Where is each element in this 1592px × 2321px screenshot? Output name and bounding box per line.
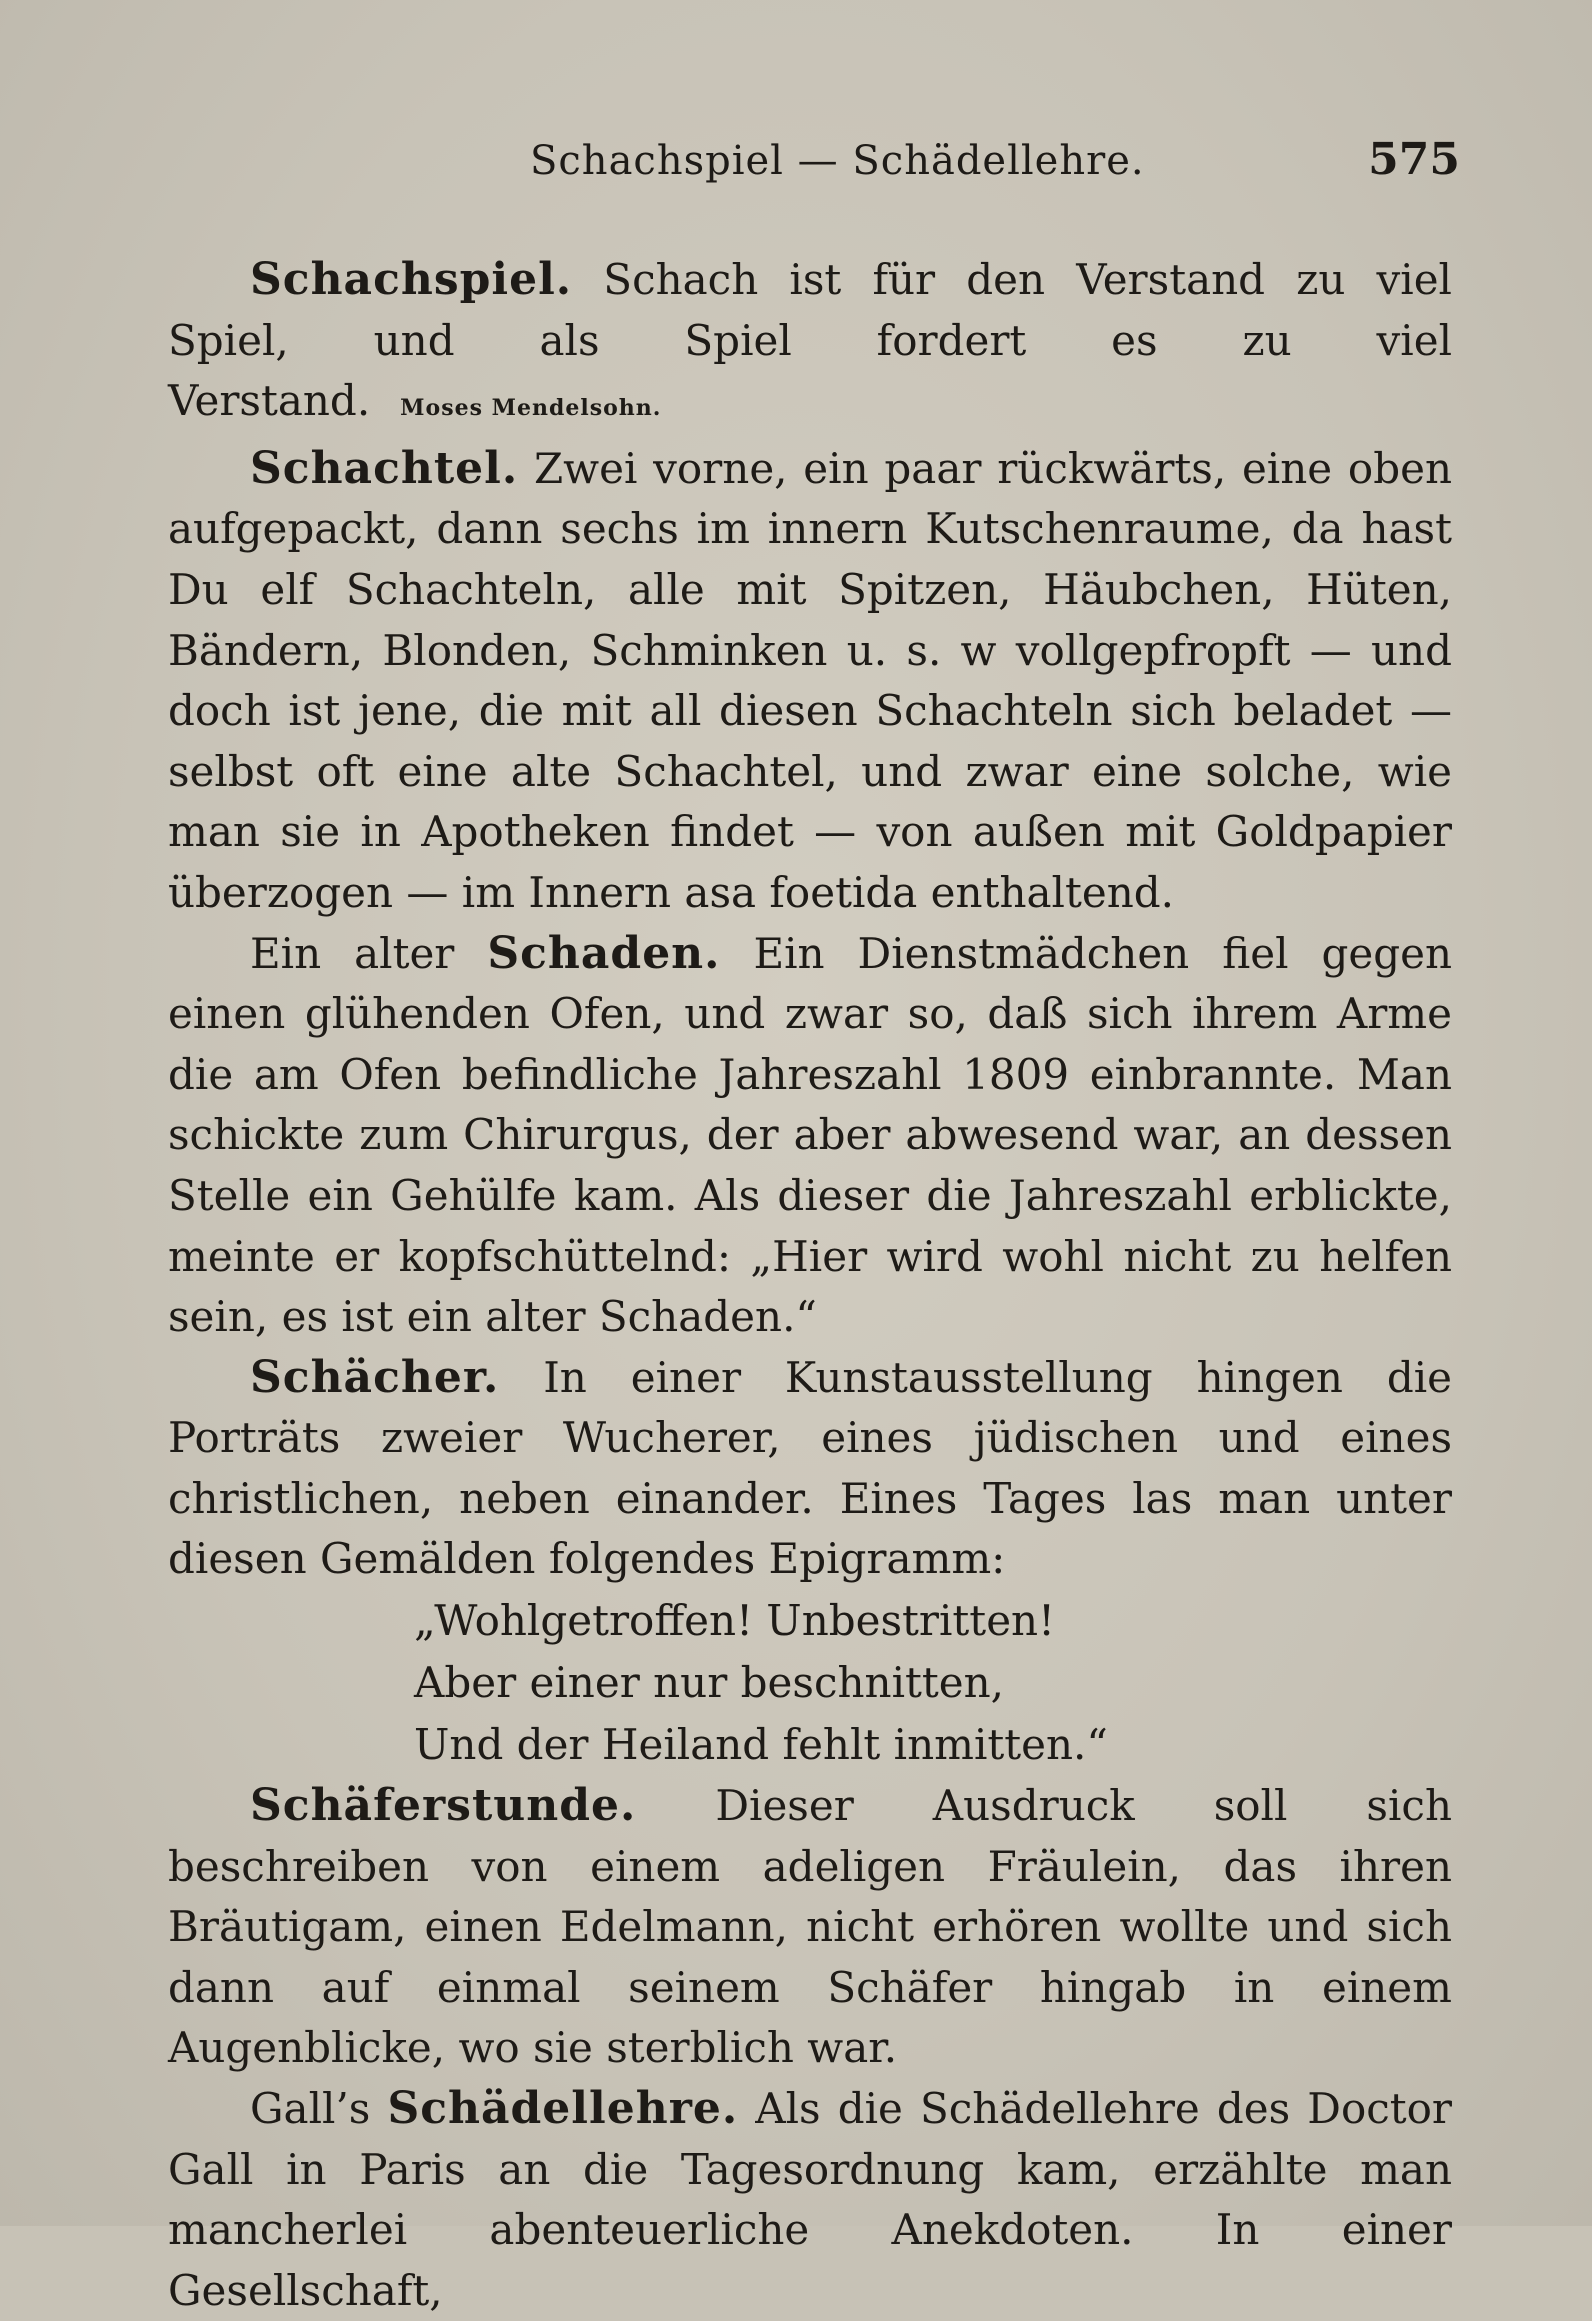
entry-signature: Moses Mendelsohn. <box>400 395 662 422</box>
entry-schaden <box>168 924 1452 1348</box>
entry-prefix: Ein alter <box>250 928 488 978</box>
verse-line: Aber einer nur beschnitten, <box>414 1658 1005 1708</box>
entry-text: Ein Dienstmädchen fiel gegen einen glühenden Ofen, und zwar so, daß sich ihrem Arme die am Ofen befindliche Jahreszahl 1809 einbrannte. Man schickte zum Chirurgus, der aber abwesend war, an dessen Stelle ein Gehülfe kam. Als dieser die Jahreszahl erblickte, meinte er kopfschüttelnd: „Hier wird wohl nicht zu helfen sein, es ist ein alter Schaden.“ <box>168 928 1452 1342</box>
entry-keyword: Schaden. <box>487 927 721 979</box>
page-body <box>168 250 1452 2321</box>
entry-keyword: Schädellehre. <box>387 2083 739 2135</box>
entry-keyword: Schachtel. <box>250 442 519 494</box>
entry-schachspiel <box>168 250 1452 439</box>
entry-schaecher <box>168 1348 1452 1590</box>
entry-text: Zwei vorne, ein paar rückwärts, eine oben aufgepackt, dann sechs im innern Kutschenraume, da hast Du elf Schachteln, alle mit Spitzen, Häubchen, Hüten, Bändern, Blonden, Schminken u. s. w vollgepfropft — und doch ist jene, die mit all diesen Schachteln sich beladet — selbst oft eine alte Schachtel, und zwar eine solche, wie man sie in Apotheken findet — von außen mit Goldpapier überzogen — im Innern asa foetida enthaltend. <box>168 443 1452 917</box>
verse-line: „Wohlgetroffen! Unbestritten! <box>414 1596 1055 1646</box>
entry-keyword: Schäferstunde. <box>250 1780 637 1832</box>
entry-schachtel <box>168 439 1452 924</box>
running-title: Schachspiel — Schädellehre. <box>530 138 1145 184</box>
entry-text: Als die Schädellehre des Doctor Gall in Paris an die Tagesordnung kam, erzählte man mancherlei abenteuerliche Anekdoten. In einer Gesellschaft, <box>168 2084 1452 2315</box>
entry-text: In einer Kunstausstellung hingen die Porträts zweier Wucherer, eines jüdischen und eines christlichen, neben einander. Eines Tages las man unter diesen Gemälden folgendes Epigramm: <box>168 1352 1452 1584</box>
epigram-verse <box>168 1590 1452 1776</box>
page-header <box>160 134 1460 198</box>
entry-schaedellehre <box>168 2079 1452 2321</box>
entry-schaeferstunde <box>168 1776 1452 2079</box>
page-number: 575 <box>1368 134 1460 185</box>
entry-keyword: Schächer. <box>250 1351 500 1403</box>
entry-text: Dieser Ausdruck soll sich beschreiben von einem adeligen Fräulein, das ihren Bräutigam, einen Edelmann, nicht erhören wollte und sich dann auf einmal seinem Schäfer hingab in einem Augenblicke, wo sie sterblich war. <box>168 1781 1452 2073</box>
verse-line: Und der Heiland fehlt inmitten.“ <box>414 1720 1108 1770</box>
entry-text: Schach ist für den Verstand zu viel Spiel, und als Spiel fordert es zu viel Verstand. <box>168 255 1452 426</box>
entry-prefix: Gall’s <box>250 2084 388 2134</box>
entry-keyword: Schachspiel. <box>250 254 573 305</box>
